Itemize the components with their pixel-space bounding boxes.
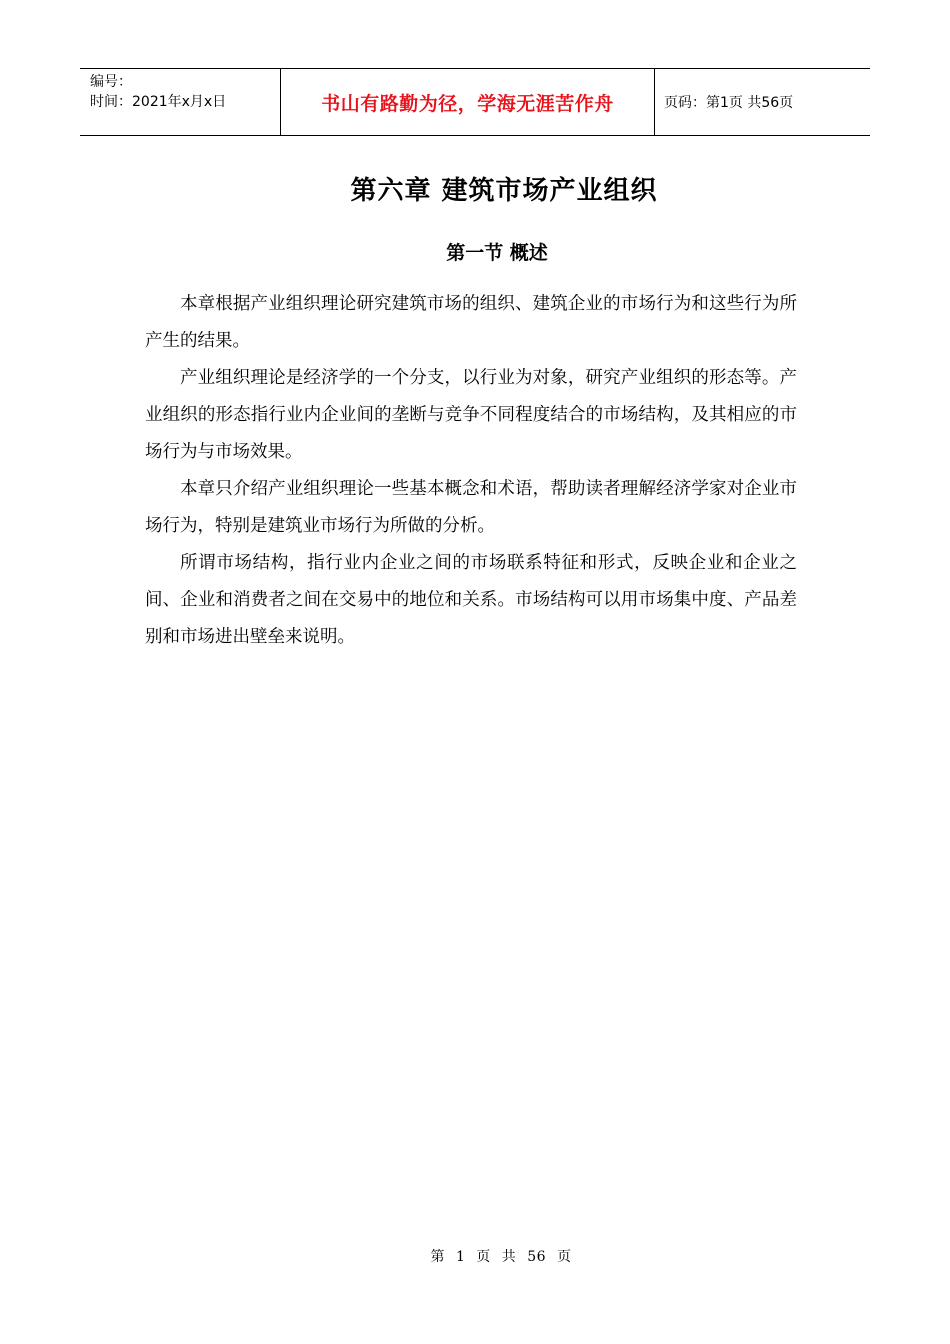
- paragraph: 本章只介绍产业组织理论一些基本概念和术语，帮助读者理解经济学家对企业市场行为，特别是建筑业市场行为所做的分析。: [145, 479, 797, 536]
- header-motto: 书山有路勤为径，学海无涯苦作舟: [281, 69, 655, 135]
- header-page-info: 页码：第1页 共56页: [664, 95, 794, 111]
- paragraph: 所谓市场结构，指行业内企业之间的市场联系特征和形式，反映企业和企业之间、企业和消费者之间在交易中的地位和关系。市场结构可以用市场集中度、产品差别和市场进出壁垒来说明。: [145, 553, 797, 647]
- code-label: 编号：: [90, 74, 132, 90]
- chapter-title: 第六章 建筑市场产业组织: [350, 176, 658, 206]
- header-meta: [80, 69, 281, 135]
- paragraph: 本章根据产业组织理论研究建筑市场的组织、建筑企业的市场行为和这些行为所产生的结果。: [145, 294, 797, 351]
- section-title: 第一节 概述: [446, 242, 548, 264]
- document-header: [80, 68, 870, 136]
- date-label: 时间：2021年x月x日: [90, 94, 227, 110]
- paragraph: 产业组织理论是经济学的一个分支，以行业为对象，研究产业组织的形态等。产业组织的形态指行业内企业间的垄断与竞争不同程度结合的市场结构，及其相应的市场行为与市场效果。: [145, 368, 797, 462]
- page-footer: 第 1 页 共 56 页: [430, 1249, 572, 1265]
- body-text: [145, 286, 797, 656]
